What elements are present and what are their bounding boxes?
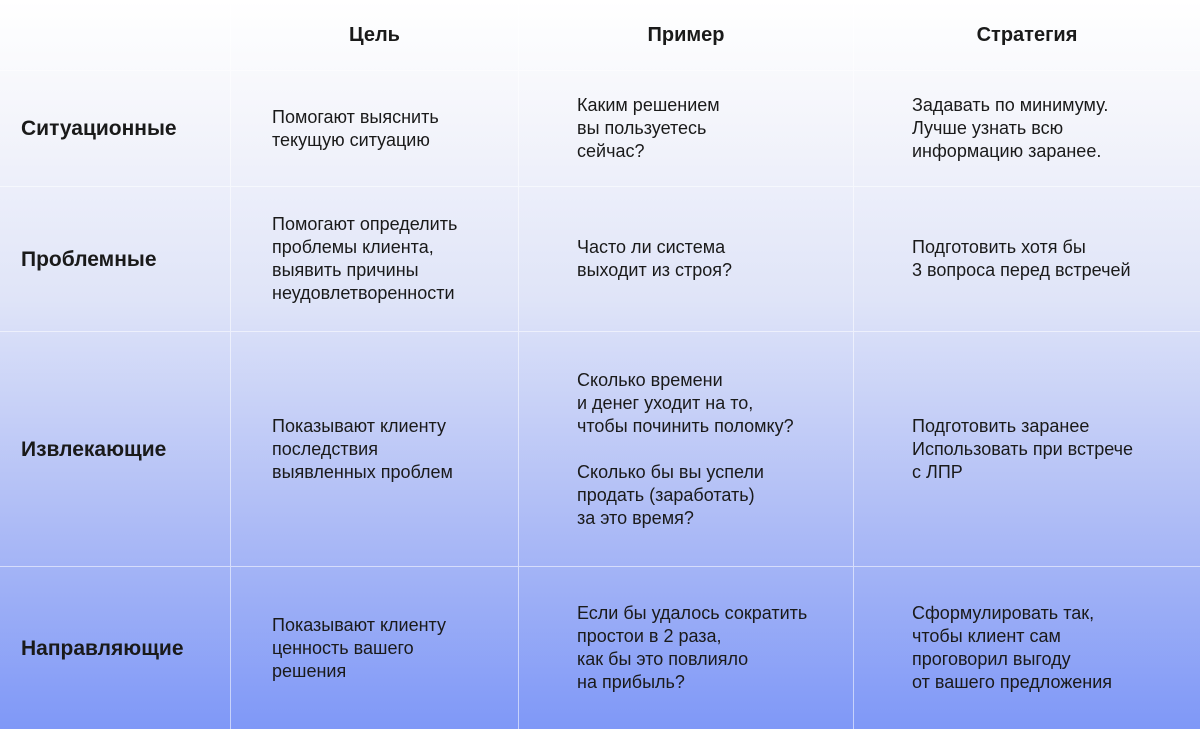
example-text: Часто ли система выходит из строя?: [577, 237, 733, 280]
example-text: Если бы удалось сократить простои в 2 раза, как бы это повлияло на прибыль?: [577, 603, 808, 692]
row-label-problem: Проблемные: [0, 186, 230, 331]
example-text: Сколько бы вы успели продать (заработать) за это время?: [577, 461, 764, 528]
goal-need-payoff: Показывают клиенту ценность вашего решения: [230, 566, 518, 729]
example-implication: [518, 331, 853, 566]
header-goal: Цель: [230, 0, 518, 70]
row-label-need-payoff: Направляющие: [0, 566, 230, 729]
strategy-implication: Подготовить заранее Использовать при встрече с ЛПР: [853, 331, 1200, 566]
strategy-situational: Задавать по минимуму. Лучше узнать всю информацию заранее.: [853, 70, 1200, 186]
row-label-implication: Извлекающие: [0, 331, 230, 566]
example-problem: [518, 186, 853, 331]
header-empty-cell: [0, 0, 230, 70]
goal-problem: Помогают определить проблемы клиента, выявить причины неудовлетворенности: [230, 186, 518, 331]
header-strategy: Стратегия: [853, 0, 1200, 70]
strategy-need-payoff: Сформулировать так, чтобы клиент сам проговорил выгоду от вашего предложения: [853, 566, 1200, 729]
goal-situational: Помогают выяснить текущую ситуацию: [230, 70, 518, 186]
row-label-situational: Ситуационные: [0, 70, 230, 186]
goal-implication: Показывают клиенту последствия выявленных проблем: [230, 331, 518, 566]
strategy-problem: Подготовить хотя бы 3 вопроса перед встречей: [853, 186, 1200, 331]
example-need-payoff: [518, 566, 853, 729]
header-example: Пример: [518, 0, 853, 70]
example-situational: [518, 70, 853, 186]
example-text: Каким решением вы пользуетесь сейчас?: [577, 95, 720, 161]
example-text: Сколько времени и денег уходит на то, чтобы починить поломку?: [577, 369, 794, 436]
